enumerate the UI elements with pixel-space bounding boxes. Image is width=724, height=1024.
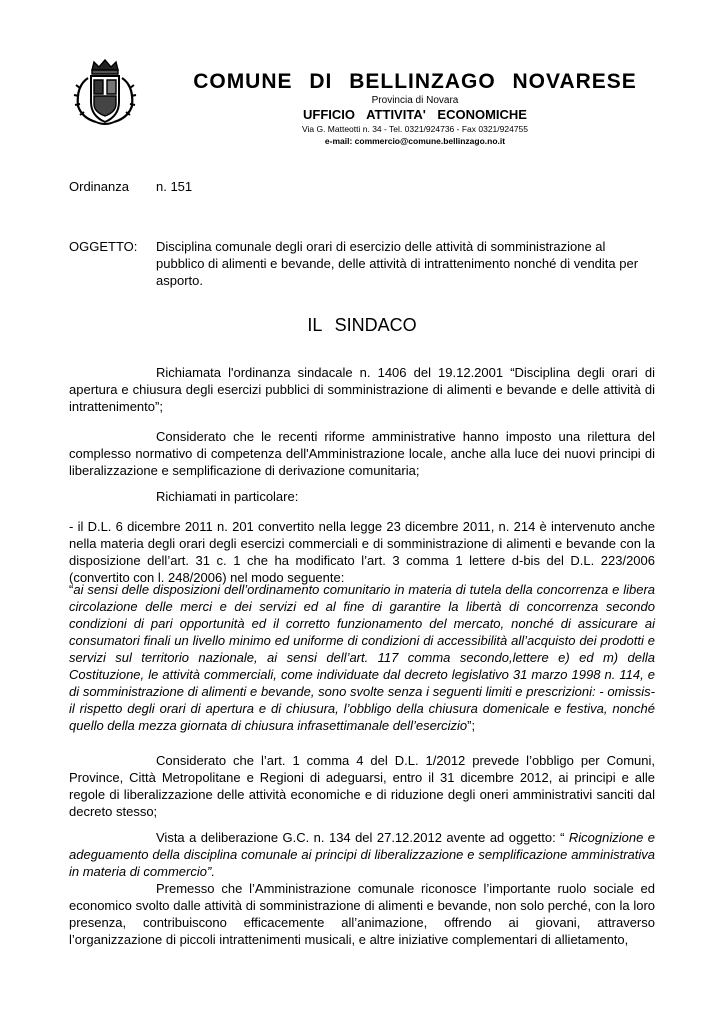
deliberazione-text: Vista a deliberazione G.C. n. 134 del 27.12.2012 avente ad oggetto: “ — [156, 830, 569, 845]
paragraph-dl-1-2012: Considerato che l’art. 1 comma 4 del D.L. 1/2012 prevede l’obbligo per Comuni, Province, Città Metropolitane e Regioni di adeguarsi, entro il 31 dicembre 2012, ai principi e alle regole di liberalizzazione delle attività economiche e di riduzione degli oneri amministrativi sanciti dal decreto stesso; — [69, 753, 655, 819]
paragraph-richiamata: Richiamata l'ordinanza sindacale n. 1406 del 19.12.2001 “Disciplina degli orari di apertura e chiusura degli esercizi pubblici di somministrazione di alimenti e bevande e delle attività di intrattenimento”; — [69, 365, 655, 414]
quote-close: ”; — [467, 718, 476, 733]
paragraph-dl-201: - il D.L. 6 dicembre 2011 n. 201 convertito nella legge 23 dicembre 2011, n. 214 è intervenuto anche nella materia degli orari degli esercizi commerciali e di somministrazione di alimenti e bevande con la disposizione dell’art. 31 c. 1 che ha modificato l’art. 3 comma 1 lettere d-bis del D.L. 223/2006 (convertito con l. 248/2006) nel modo seguente: — [69, 519, 655, 585]
office-email: e-mail: commercio@comune.bellinzago.no.it — [324, 136, 506, 146]
province-label: Provincia di Novara — [371, 95, 459, 106]
oggetto-text: Disciplina comunale degli orari di esercizio delle attività di somministrazione al pubblico di alimenti e bevande, delle attività di intrattenimento nonché di vendita per asporto. — [156, 239, 639, 288]
quoted-law-text: ai sensi delle disposizioni dell’ordinamento comunitario in materia di tutela della concorrenza e libera circolazione delle merci e dei servizi ed al fine di garantire la libertà di concorrenza secondo condizioni di pari opportunità ed il corretto funzionamento del mercato, nonché di assicurare ai consumatori finali un livello minimo ed uniforme di condizioni di accessibilità all’acquisto dei prodotti e servizi sul territorio nazionale, ai sensi dell’art. 117 comma secondo,lettere e) ed m) della Costituzione, le attività commerciali, come individuate dal decreto legislativo 31 marzo 1998 n. 114, e di somministrazione di alimenti e bevande, sono svolte senza i seguenti limiti e prescrizioni: - omissis- il rispetto degli orari di apertura e di chiusura, l’obbligo della chiusura domenicale e festiva, nonché quello della mezza giornata di chiusura infrasettimanale dell’esercizio — [69, 582, 655, 733]
municipal-crest-logo — [72, 58, 138, 128]
paragraph-richiamati: Richiamati in particolare: — [156, 489, 299, 504]
document-heading: IL SINDACO — [307, 315, 417, 335]
paragraph-quoted-law — [69, 581, 655, 734]
ordinanza-number: n. 151 — [156, 179, 193, 194]
paragraph-deliberazione — [69, 829, 655, 880]
oggetto-label: OGGETTO: — [69, 239, 138, 254]
deliberazione-title: Ricognizione e adeguamento della disciplina comunale ai principi di liberalizzazione e semplificazione amministrativa in materia di commercio”. — [69, 830, 656, 879]
office-address: Via G. Matteotti n. 34 - Tel. 0321/924736 - Fax 0321/924755 — [301, 124, 529, 134]
ordinanza-label: Ordinanza — [69, 179, 129, 194]
office-name: UFFICIO ATTIVITA' ECONOMICHE — [303, 107, 527, 122]
paragraph-premesso: Premesso che l’Amministrazione comunale riconosce l’importante ruolo sociale ed economico svolto dalle attività di somministrazione di alimenti e bevande, non solo perché, con la loro presenza, contribuiscono efficacemente all’animazione, offrendo ai giovani, attraverso l’organizzazione di piccoli intrattenimenti musicali, e altre iniziative complementari di allietamento, — [69, 881, 655, 947]
municipality-title: COMUNE DI BELLINZAGO NOVARESE — [193, 70, 637, 93]
quote-open: “ — [69, 582, 74, 597]
paragraph-considerato-riforme: Considerato che le recenti riforme amministrative hanno imposto una rilettura del complesso normativo di competenza dell'Amministrazione locale, anche alla luce dei nuovi principi di liberalizzazione e semplificazione di derivazione comunitaria; — [69, 429, 655, 478]
